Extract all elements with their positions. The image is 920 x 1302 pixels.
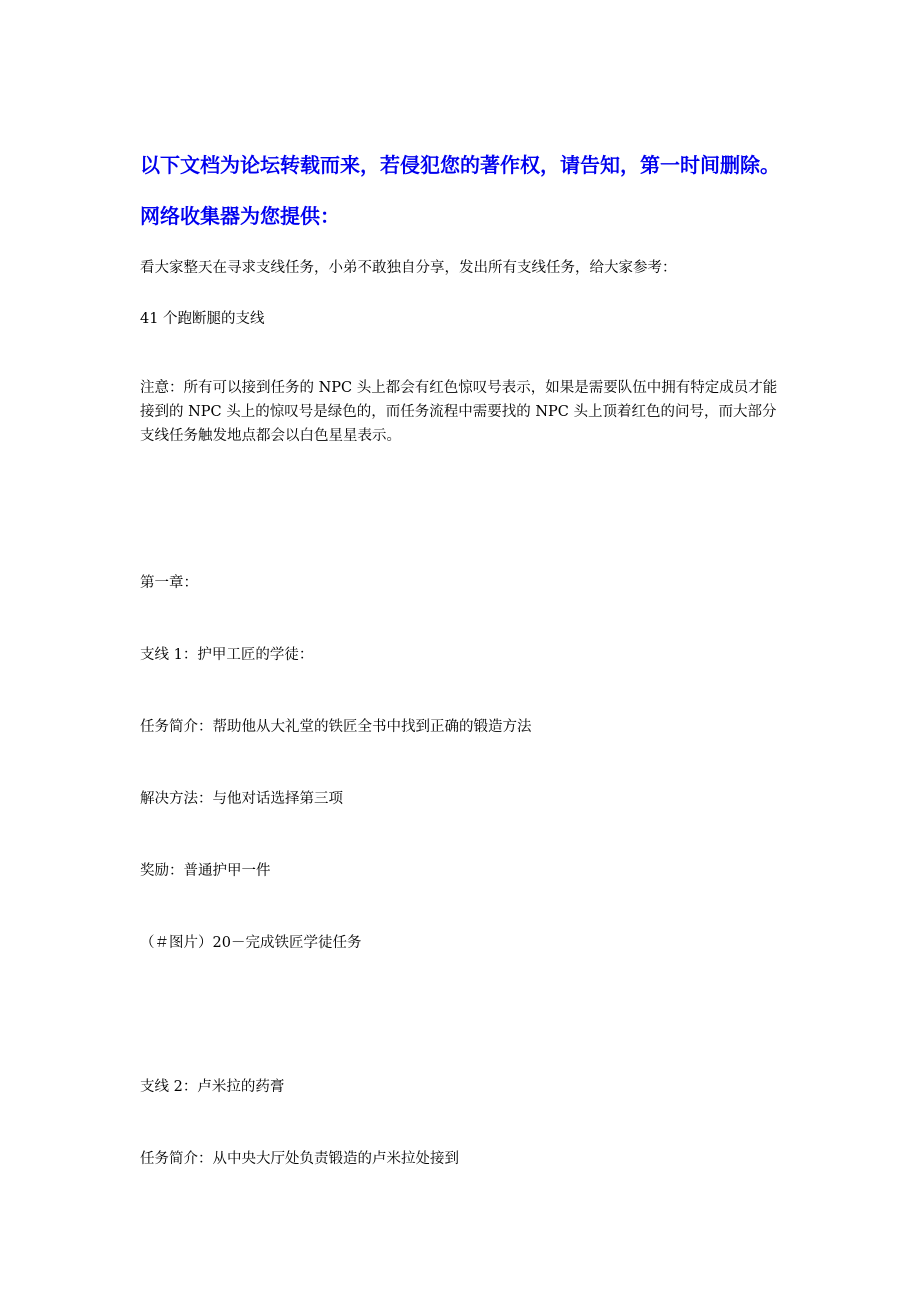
quest1-title: 支线 1：护甲工匠的学徒： [140, 647, 314, 663]
intro-paragraph: 看大家整天在寻求支线任务，小弟不敢独自分享，发出所有支线任务，给大家参考： [140, 260, 677, 276]
quest2-title: 支线 2：卢米拉的药膏 [140, 1079, 285, 1095]
quest1-image-note: （＃图片）20－完成铁匠学徒任务 [140, 935, 362, 951]
quest1-reward: 奖励：普通护甲一件 [140, 863, 271, 879]
quest1-solution: 解决方法：与他对话选择第三项 [140, 791, 343, 807]
chapter-heading: 第一章： [140, 575, 198, 591]
copyright-notice: 以下文档为论坛转载而来，若侵犯您的著作权，请告知，第一时间删除。网络收集器为您提供： [140, 153, 780, 228]
quest1-summary: 任务简介：帮助他从大礼堂的铁匠全书中找到正确的锻造方法 [140, 719, 532, 735]
quest-count-line: 41 个跑断腿的支线 [140, 311, 265, 327]
note-paragraph: 注意：所有可以接到任务的 NPC 头上都会有红色惊叹号表示，如果是需要队伍中拥有特定成员才能接到的 NPC 头上的惊叹号是绿色的，而任务流程中需要找的 NPC 头上顶着红色的问号，而大部分支线任务触发地点都会以白色星星表示。 [140, 380, 778, 444]
quest2-summary: 任务简介：从中央大厅处负责锻造的卢米拉处接到 [140, 1151, 459, 1167]
